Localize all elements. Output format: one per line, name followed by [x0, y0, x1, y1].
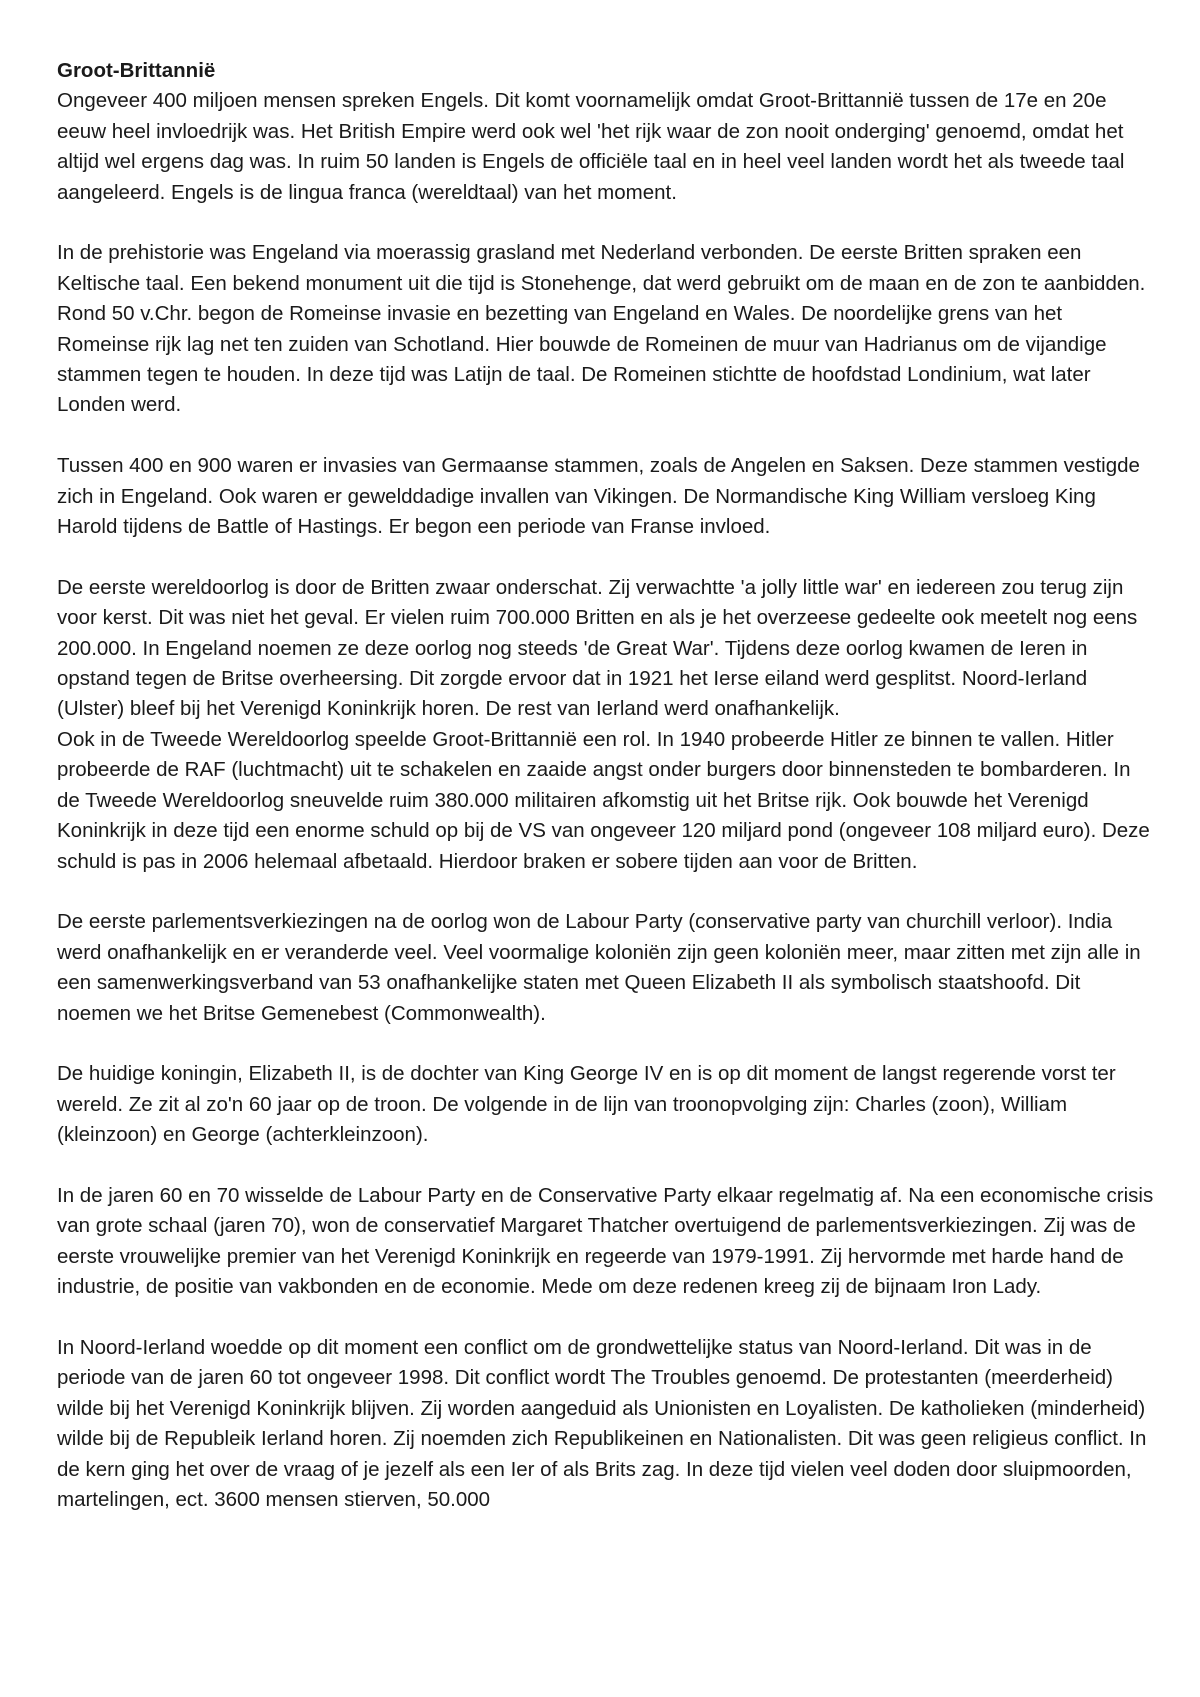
paragraph-queen-elizabeth: De huidige koningin, Elizabeth II, is de dochter van King George IV en is op dit moment de langst regerende vorst ter wereld. Ze zit al zo'n 60 jaar op de troon. De volgende in de lijn van troonopvolging zijn: Charles (zoon), William (kleinzoon) en George (achterkleinzoon). — [57, 1062, 1116, 1147]
paragraph-germanic-invasions: Tussen 400 en 900 waren er invasies van Germaanse stammen, zoals de Angelen en Saksen. Deze stammen vestigde zich in Engeland. Ook waren er gewelddadige invallen van Vikingen. De Normandische King William versloeg King Harold tijdens de Battle of Hastings. Er begon een periode van Franse invloed. — [57, 454, 1140, 539]
paragraph-first-world-war: De eerste wereldoorlog is door de Britten zwaar onderschat. Zij verwachtte 'a jolly little war' en iedereen zou terug zijn voor kerst. Dit was niet het geval. Er vielen ruim 700.000 Britten en als je het overzeese gedeelte ook meetelt nog eens 200.000. In Engeland noemen ze deze oorlog nog steeds 'de Great War'. Tijdens deze oorlog kwamen de Ieren in opstand tegen de Britse overheersing. Dit zorgde ervoor dat in 1921 het Ierse eiland werd gesplitst. Noord-Ierland (Ulster) bleef bij het Verenigd Koninkrijk horen. De rest van Ierland werd onafhankelijk. — [57, 575, 1138, 721]
paragraph-thatcher: In de jaren 60 en 70 wisselde de Labour Party en de Conservative Party elkaar regelmatig af. Na een economische crisis van grote schaal (jaren 70), won de conservatief Margaret Thatcher overtuigend de parlementsverkiezingen. Zij was de eerste vrouwelijke premier van het Verenigd Koninkrijk en regeerde van 1979-1991. Zij hervormde met harde hand de industrie, de positie van vakbonden en de economie. Mede om deze redenen kreeg zij de bijnaam Iron Lady. — [57, 1183, 1154, 1299]
paragraph-the-troubles: In Noord-Ierland woedde op dit moment een conflict om de grondwettelijke status van Noord-Ierland. Dit was in de periode van de jaren 60 tot ongeveer 1998. Dit conflict wordt The Troubles genoemd. De protestanten (meerderheid) wilde bij het Verenigd Koninkrijk blijven. Zij worden aangeduid als Unionisten en Loyalisten. De katholieken (minderheid) wilde bij de Republeik Ierland horen. Zij noemden zich Republikeinen en Nationalisten. Dit was geen religieus conflict. In de kern ging het over de vraag of je jezelf als een Ier of als Brits zag. In deze tijd vielen veel doden door sluipmoorden, martelingen, ect. 3600 mensen stierven, 50.000 — [57, 1335, 1147, 1511]
paragraph-intro: Ongeveer 400 miljoen mensen spreken Engels. Dit komt voornamelijk omdat Groot-Brittannië tussen de 17e en 20e eeuw heel invloedrijk was. Het British Empire werd ook wel 'het rijk waar de zon nooit onderging' genoemd, omdat het altijd wel ergens dag was. In ruim 50 landen is Engels de officiële taal en in heel veel landen wordt het als tweede taal aangeleerd. Engels is de lingua franca (wereldtaal) van het moment. — [57, 89, 1125, 204]
paragraph-second-world-war: Ook in de Tweede Wereldoorlog speelde Groot-Brittannië een rol. In 1940 probeerde Hitler ze binnen te vallen. Hitler probeerde de RAF (luchtmacht) uit te schakelen en zaaide angst onder burgers door binnensteden te bombarderen. In de Tweede Wereldoorlog sneuvelde ruim 380.000 militairen afkomstig uit het Britse rijk. Ook bouwde het Verenigd Koninkrijk in deze tijd een enorme schuld op bij de VS van ongeveer 120 miljard pond (ongeveer 108 miljard euro). Deze schuld is pas in 2006 helemaal afbetaald. Hierdoor braken er sobere tijden aan voor de Britten. — [57, 727, 1150, 873]
document-page — [57, 56, 1157, 1515]
document-title: Groot-Brittannië — [57, 59, 216, 82]
paragraph-commonwealth: De eerste parlementsverkiezingen na de oorlog won de Labour Party (conservative party van churchill verloor). India werd onafhankelijk en er veranderde veel. Veel voormalige koloniën zijn geen koloniën meer, maar zitten met zijn alle in een samenwerkingsverband van 53 onafhankelijke staten met Queen Elizabeth II als symbolisch staatshoofd. Dit noemen we het Britse Gemenebest (Commonwealth). — [57, 910, 1141, 1025]
paragraph-prehistory: In de prehistorie was Engeland via moerassig grasland met Nederland verbonden. De eerste Britten spraken een Keltische taal. Een bekend monument uit die tijd is Stonehenge, dat werd gebruikt om de maan en de zon te aanbidden. Rond 50 v.Chr. begon de Romeinse invasie en bezetting van Engeland en Wales. De noordelijke grens van het Romeinse rijk lag net ten zuiden van Schotland. Hier bouwde de Romeinen de muur van Hadrianus om de vijandige stammen tegen te houden. In deze tijd was Latijn de taal. De Romeinen stichtte de hoofdstad Londinium, wat later Londen werd. — [57, 241, 1146, 417]
